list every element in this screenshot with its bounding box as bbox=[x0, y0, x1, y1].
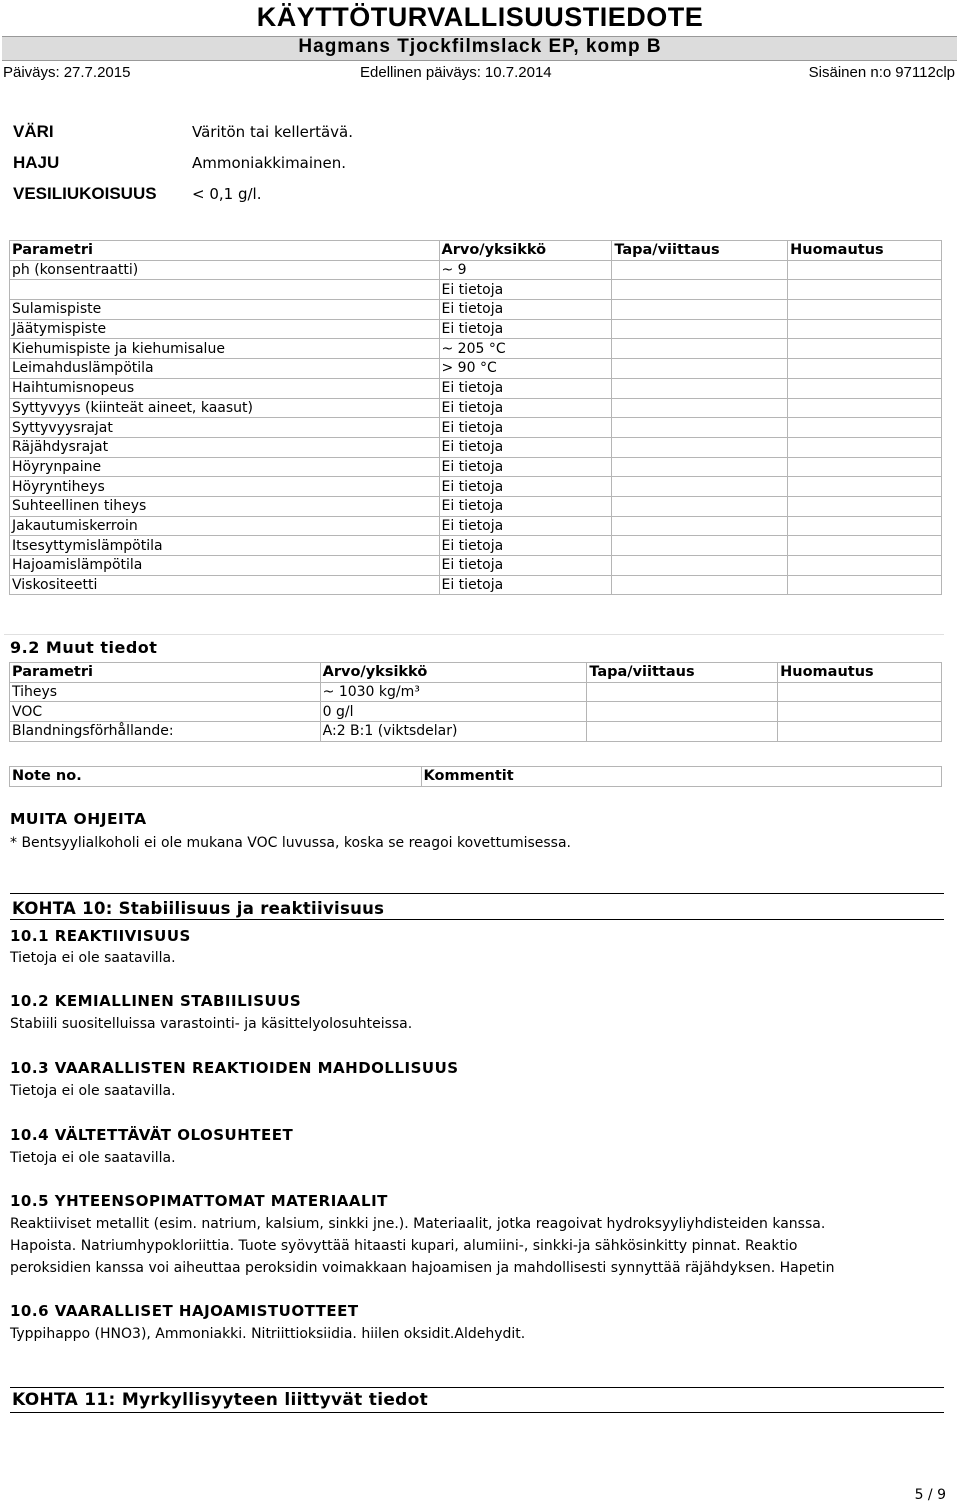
value-cell: ~ 9 bbox=[439, 260, 612, 280]
section-rule bbox=[10, 1412, 944, 1413]
internal-number-value: 97112clp bbox=[895, 64, 955, 81]
remark-cell bbox=[778, 682, 942, 702]
value-cell: Ei tietoja bbox=[439, 398, 612, 418]
column-header: Tapa/viittaus bbox=[587, 663, 778, 683]
column-header: Tapa/viittaus bbox=[612, 241, 788, 261]
remark-cell bbox=[788, 280, 942, 300]
value-cell: Ei tietoja bbox=[439, 319, 612, 339]
method-cell bbox=[612, 556, 788, 576]
remark-cell bbox=[778, 702, 942, 722]
method-cell bbox=[612, 319, 788, 339]
table-row bbox=[10, 496, 942, 516]
remark-cell bbox=[788, 418, 942, 438]
table-row bbox=[10, 575, 942, 595]
previous-date-field bbox=[360, 64, 552, 81]
value-cell: Ei tietoja bbox=[439, 477, 612, 497]
subsection-heading: 10.5 YHTEENSOPIMATTOMAT MATERIAALIT bbox=[10, 1192, 388, 1210]
notes-table bbox=[9, 766, 942, 787]
parameter-cell: Höyryntiheys bbox=[10, 477, 440, 497]
section-rule bbox=[10, 1387, 944, 1388]
table-header-row bbox=[10, 241, 942, 261]
parameter-cell bbox=[10, 280, 440, 300]
parameter-cell: Jäätymispiste bbox=[10, 319, 440, 339]
page-number: 5 / 9 bbox=[914, 1487, 946, 1503]
table-row bbox=[10, 682, 942, 702]
value-cell: ~ 205 °C bbox=[439, 339, 612, 359]
parameter-cell: Syttyvyys (kiinteät aineet, kaasut) bbox=[10, 398, 440, 418]
value-cell: Ei tietoja bbox=[439, 556, 612, 576]
table-header-row bbox=[10, 663, 942, 683]
section-10-title: KOHTA 10: Stabiilisuus ja reaktiivisuus bbox=[12, 899, 385, 918]
parameter-cell: Suhteellinen tiheys bbox=[10, 496, 440, 516]
parameter-cell: Itsesyttymislämpötila bbox=[10, 536, 440, 556]
subsection-text: Reaktiiviset metallit (esim. natrium, kalsium, sinkki jne.). Materiaalit, jotka reagoivat hydroksyyliyhdisteiden kanssa. bbox=[10, 1216, 826, 1232]
property-key: VÄRI bbox=[13, 122, 54, 141]
value-cell: Ei tietoja bbox=[439, 378, 612, 398]
parameter-cell: VOC bbox=[10, 702, 321, 722]
table-row bbox=[10, 477, 942, 497]
parameter-cell: Tiheys bbox=[10, 682, 321, 702]
method-cell bbox=[612, 359, 788, 379]
value-cell: Ei tietoja bbox=[439, 457, 612, 477]
previous-date-label: Edellinen päiväys: bbox=[360, 64, 481, 81]
method-cell bbox=[612, 339, 788, 359]
value-cell: Ei tietoja bbox=[439, 300, 612, 320]
parameter-cell: Viskositeetti bbox=[10, 575, 440, 595]
parameter-cell: Blandningsförhållande: bbox=[10, 722, 321, 742]
table-row bbox=[10, 457, 942, 477]
remark-cell bbox=[788, 398, 942, 418]
property-value: Ammoniakkimainen. bbox=[192, 154, 347, 172]
remark-cell bbox=[788, 378, 942, 398]
section-9-2-heading: 9.2 Muut tiedot bbox=[10, 638, 158, 657]
subsection-text: Tietoja ei ole saatavilla. bbox=[10, 1083, 176, 1099]
remark-cell bbox=[788, 300, 942, 320]
subsection-text: Tietoja ei ole saatavilla. bbox=[10, 950, 176, 966]
other-guidance-heading: MUITA OHJEITA bbox=[10, 810, 147, 828]
remark-cell bbox=[788, 477, 942, 497]
value-cell: A:2 B:1 (viktsdelar) bbox=[320, 722, 587, 742]
table-row bbox=[10, 378, 942, 398]
remark-cell bbox=[788, 339, 942, 359]
value-cell: > 90 °C bbox=[439, 359, 612, 379]
parameter-cell: ph (konsentraatti) bbox=[10, 260, 440, 280]
method-cell bbox=[587, 722, 778, 742]
parameter-cell: Syttyvyysrajat bbox=[10, 418, 440, 438]
method-cell bbox=[612, 496, 788, 516]
column-header: Arvo/yksikkö bbox=[439, 241, 612, 261]
subsection-heading: 10.3 VAARALLISTEN REAKTIOIDEN MAHDOLLISUUS bbox=[10, 1059, 459, 1077]
table-row bbox=[10, 280, 942, 300]
method-cell bbox=[612, 300, 788, 320]
subsection-text: peroksidien kanssa voi aiheuttaa peroksidin voimakkaan hajoamisen ja mahdollisesti synnyttää räjähdyksen. Hapetin bbox=[10, 1260, 835, 1276]
method-cell bbox=[612, 536, 788, 556]
column-header: Huomautus bbox=[778, 663, 942, 683]
document-title: KÄYTTÖTURVALLISUUSTIEDOTE bbox=[256, 2, 704, 32]
value-cell: ~ 1030 kg/m³ bbox=[320, 682, 587, 702]
subsection-text: Typpihappo (HNO3), Ammoniakki. Nitriittioksiidia. hiilen oksidit.Aldehydit. bbox=[10, 1326, 526, 1342]
subsection-heading: 10.2 KEMIALLINEN STABIILISUUS bbox=[10, 992, 302, 1010]
method-cell bbox=[587, 702, 778, 722]
parameter-cell: Leimahduslämpötila bbox=[10, 359, 440, 379]
subsection-text: Stabiili suositelluissa varastointi- ja käsittelyolosuhteissa. bbox=[10, 1016, 413, 1032]
method-cell bbox=[612, 477, 788, 497]
other-info-table bbox=[9, 662, 942, 742]
method-cell bbox=[612, 398, 788, 418]
remark-cell bbox=[788, 260, 942, 280]
date-value: 27.7.2015 bbox=[63, 64, 131, 81]
method-cell bbox=[612, 516, 788, 536]
parameter-cell: Räjähdysrajat bbox=[10, 437, 440, 457]
method-cell bbox=[587, 682, 778, 702]
value-cell: Ei tietoja bbox=[439, 496, 612, 516]
value-cell: Ei tietoja bbox=[439, 516, 612, 536]
value-cell: Ei tietoja bbox=[439, 575, 612, 595]
subsection-heading: 10.6 VAARALLISET HAJOAMISTUOTTEET bbox=[10, 1302, 359, 1320]
internal-number-field bbox=[809, 64, 955, 81]
method-cell bbox=[612, 378, 788, 398]
remark-cell bbox=[788, 437, 942, 457]
remark-cell bbox=[788, 359, 942, 379]
property-key: VESILIUKOISUUS bbox=[13, 184, 157, 203]
remark-cell bbox=[788, 496, 942, 516]
subsection-text: Tietoja ei ole saatavilla. bbox=[10, 1150, 176, 1166]
remark-cell bbox=[788, 556, 942, 576]
table-row bbox=[10, 319, 942, 339]
table-row bbox=[10, 418, 942, 438]
parameter-cell: Jakautumiskerroin bbox=[10, 516, 440, 536]
method-cell bbox=[612, 437, 788, 457]
value-cell: Ei tietoja bbox=[439, 536, 612, 556]
column-header: Note no. bbox=[10, 767, 422, 787]
table-row bbox=[10, 339, 942, 359]
divider bbox=[4, 634, 944, 635]
table-header-row bbox=[10, 767, 942, 787]
method-cell bbox=[612, 418, 788, 438]
date-field bbox=[3, 64, 130, 81]
remark-cell bbox=[788, 457, 942, 477]
method-cell bbox=[612, 280, 788, 300]
parameter-cell: Sulamispiste bbox=[10, 300, 440, 320]
method-cell bbox=[612, 457, 788, 477]
product-name: Hagmans Tjockfilmslack EP, komp B bbox=[298, 36, 662, 57]
parameter-cell: Hajoamislämpötila bbox=[10, 556, 440, 576]
column-header: Parametri bbox=[10, 241, 440, 261]
table-row bbox=[10, 722, 942, 742]
method-cell bbox=[612, 575, 788, 595]
value-cell: Ei tietoja bbox=[439, 418, 612, 438]
parameter-cell: Haihtumisnopeus bbox=[10, 378, 440, 398]
value-cell: Ei tietoja bbox=[439, 280, 612, 300]
remark-cell bbox=[778, 722, 942, 742]
other-guidance-text: * Bentsyylialkoholi ei ole mukana VOC luvussa, koska se reagoi kovettumisessa. bbox=[10, 835, 571, 851]
table-row bbox=[10, 702, 942, 722]
subsection-heading: 10.1 REAKTIIVISUUS bbox=[10, 927, 191, 945]
date-label: Päiväys: bbox=[3, 64, 60, 81]
subsection-text: Hapoista. Natriumhypokloriittia. Tuote syövyttää hitaasti kupari, alumiini-, sinkki-ja sähkösinkitty pinnat. Reaktio bbox=[10, 1238, 798, 1254]
method-cell bbox=[612, 260, 788, 280]
table-row bbox=[10, 359, 942, 379]
table-row bbox=[10, 300, 942, 320]
table-row bbox=[10, 260, 942, 280]
table-row bbox=[10, 536, 942, 556]
table-row bbox=[10, 556, 942, 576]
table-row bbox=[10, 398, 942, 418]
value-cell: 0 g/l bbox=[320, 702, 587, 722]
section-rule bbox=[10, 919, 944, 920]
parameter-cell: Kiehumispiste ja kiehumisalue bbox=[10, 339, 440, 359]
subsection-heading: 10.4 VÄLTETTÄVÄT OLOSUHTEET bbox=[10, 1126, 294, 1144]
property-value: Väritön tai kellertävä. bbox=[192, 123, 353, 141]
column-header: Kommentit bbox=[421, 767, 941, 787]
previous-date-value: 10.7.2014 bbox=[484, 64, 552, 81]
remark-cell bbox=[788, 516, 942, 536]
remark-cell bbox=[788, 575, 942, 595]
table-row bbox=[10, 516, 942, 536]
property-value: < 0,1 g/l. bbox=[192, 185, 262, 203]
table-row bbox=[10, 437, 942, 457]
value-cell: Ei tietoja bbox=[439, 437, 612, 457]
column-header: Arvo/yksikkö bbox=[320, 663, 587, 683]
column-header: Parametri bbox=[10, 663, 321, 683]
remark-cell bbox=[788, 536, 942, 556]
internal-number-label: Sisäinen n:o bbox=[808, 64, 892, 81]
parameters-table bbox=[9, 240, 942, 595]
parameter-cell: Höyrynpaine bbox=[10, 457, 440, 477]
property-key: HAJU bbox=[13, 153, 60, 172]
section-11-title: KOHTA 11: Myrkyllisyyteen liittyvät tiedot bbox=[12, 1390, 429, 1410]
remark-cell bbox=[788, 319, 942, 339]
section-rule bbox=[10, 893, 944, 894]
column-header: Huomautus bbox=[788, 241, 942, 261]
